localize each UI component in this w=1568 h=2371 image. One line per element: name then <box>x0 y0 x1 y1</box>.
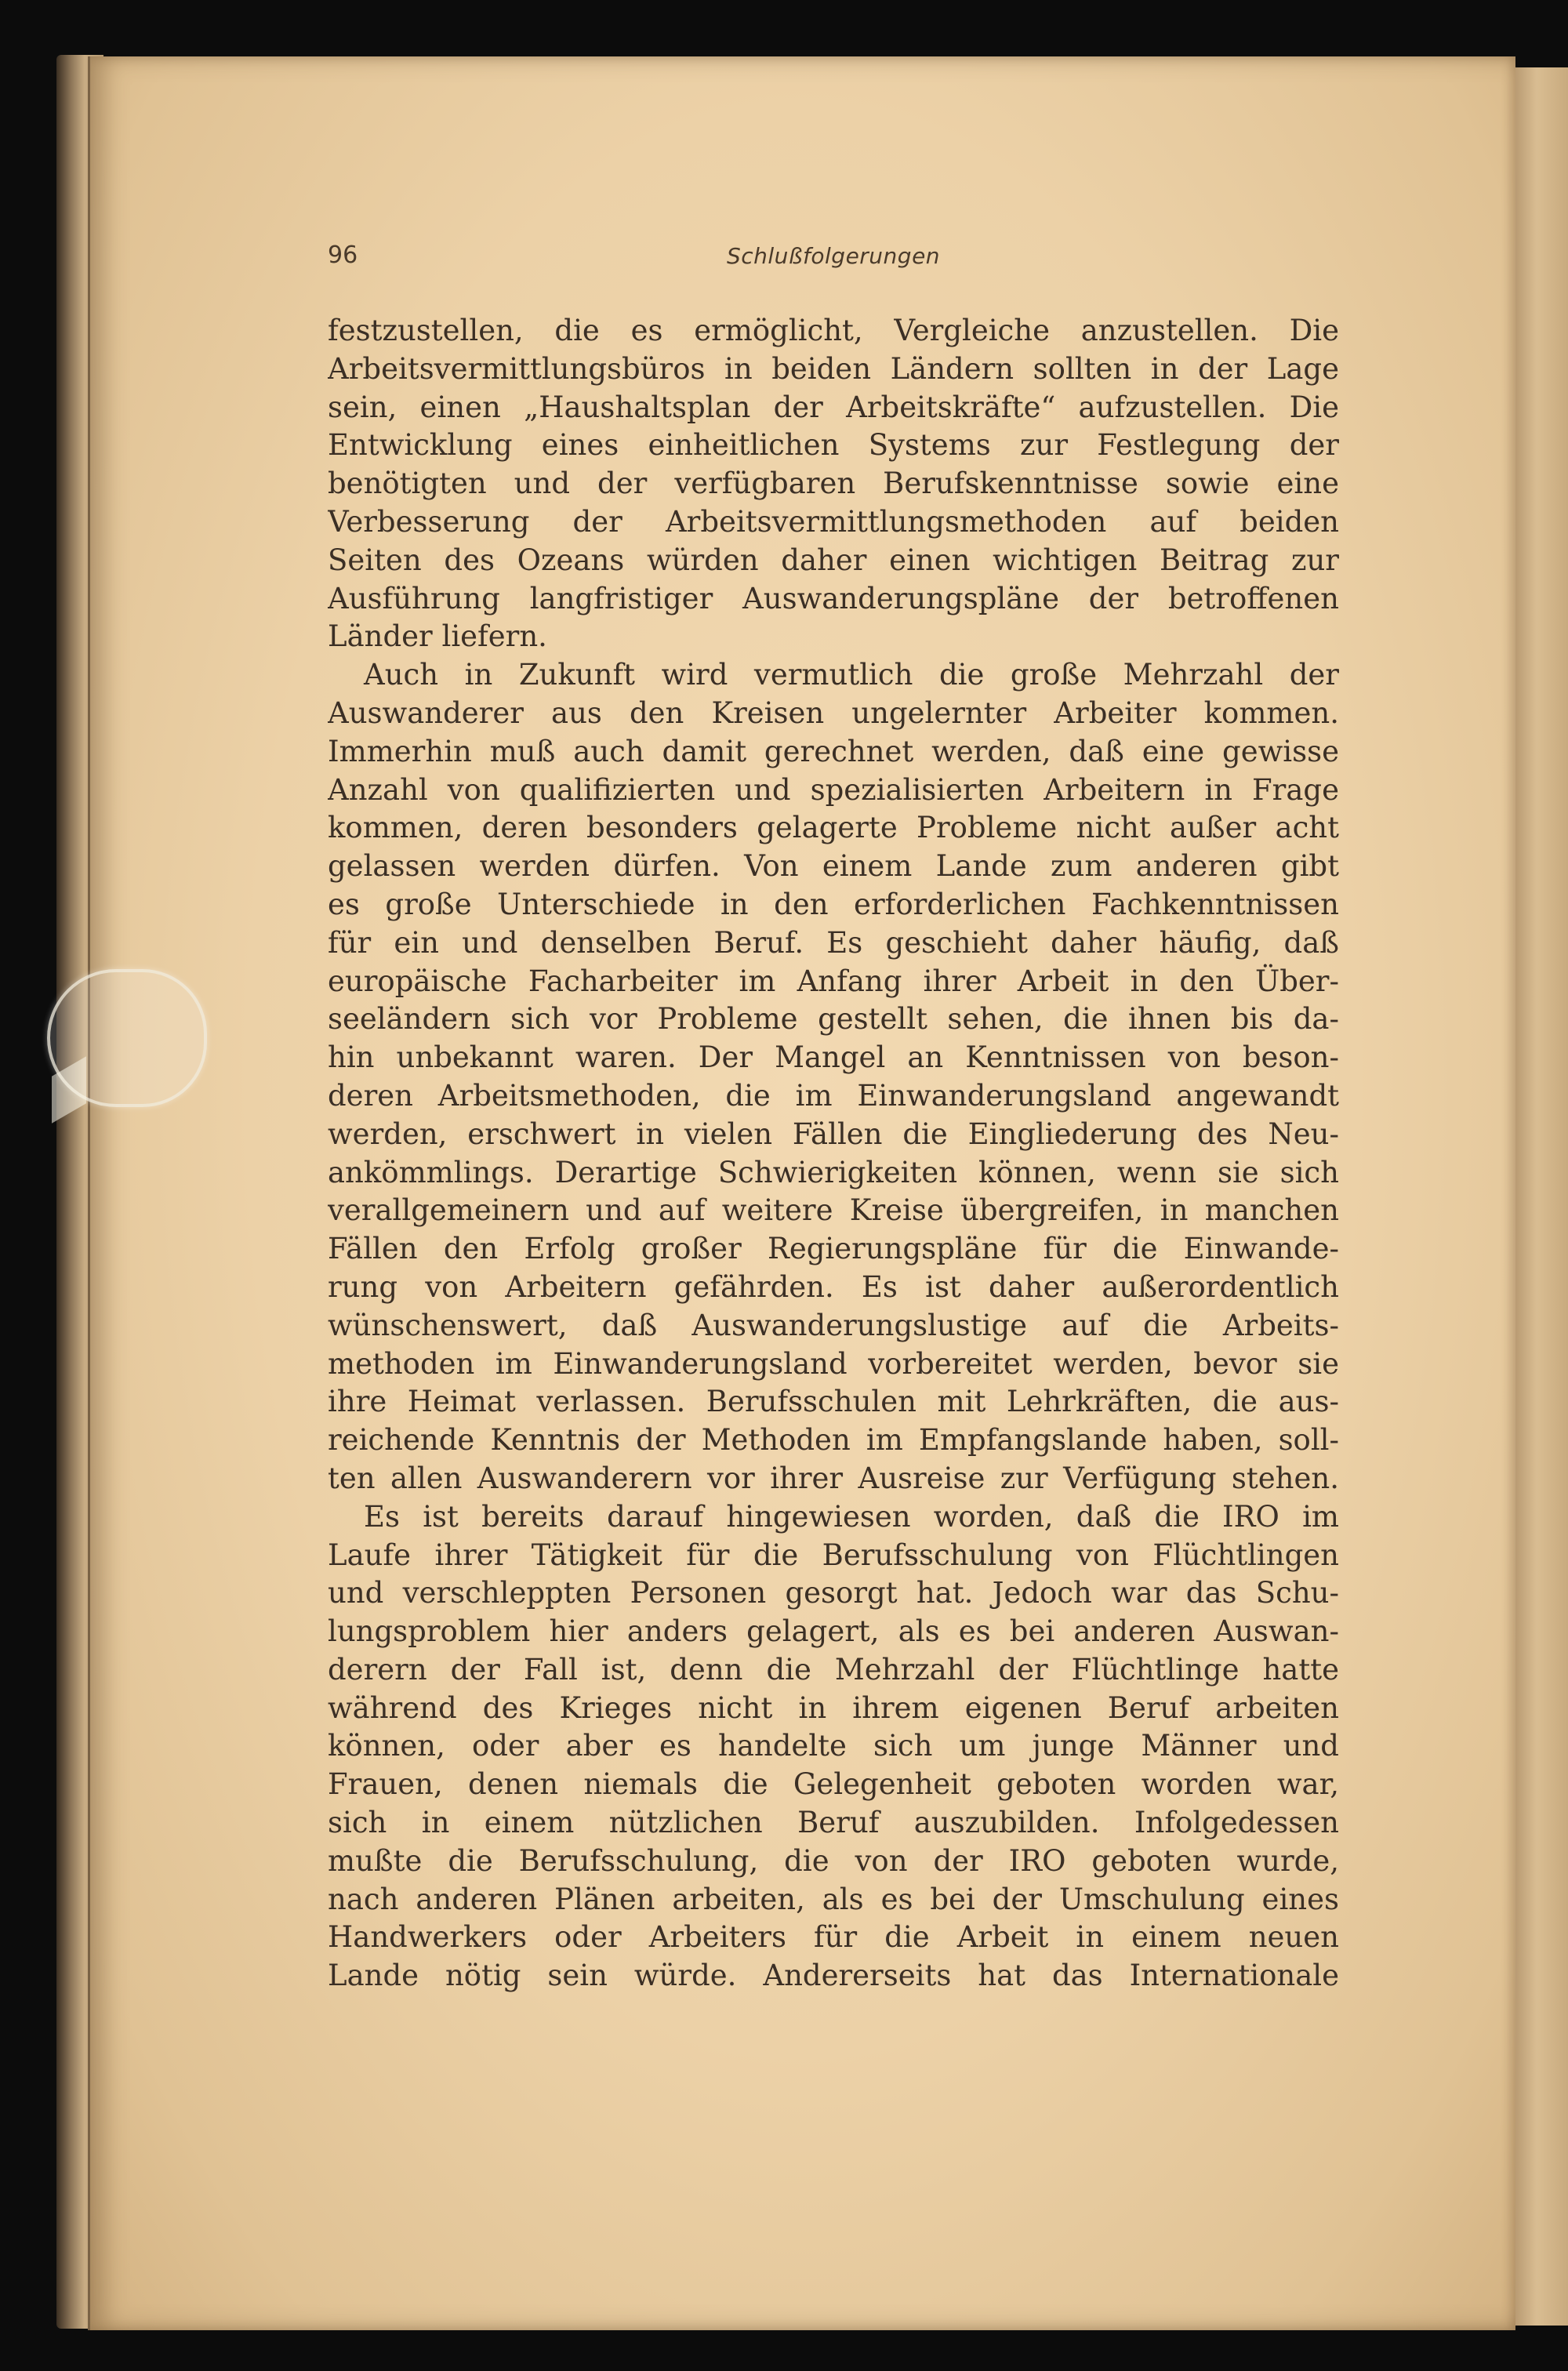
text-line: Seiten des Ozeans würden daher einen wichtigen Beitrag zur <box>328 543 1339 577</box>
text-line: Ausführung langfristiger Auswanderungspläne der betroffenen <box>328 581 1339 615</box>
text-line: benötigten und der verfügbaren Berufskenntnisse sowie eine <box>328 467 1339 501</box>
text-line: lungsproblem hier anders gelagert, als es bei anderen Auswan- <box>328 1614 1339 1649</box>
page-number: 96 <box>328 241 358 269</box>
text-line: Auch in Zukunft wird vermutlich die große Mehrzahl der <box>364 658 1339 692</box>
text-line: verallgemeinern und auf weitere Kreise übergreifen, in manchen <box>328 1193 1339 1228</box>
text-line: Arbeitsvermittlungsbüros in beiden Ländern sollten in der Lage <box>328 351 1339 386</box>
text-line: ankömmlings. Derartige Schwierigkeiten können, wenn sie sich <box>328 1155 1339 1189</box>
text-line: es große Unterschiede in den erforderlichen Fachkenntnissen <box>328 887 1339 921</box>
paragraph-3 <box>328 1498 1339 1995</box>
text-line: können, oder aber es handelte sich um junge Männer und <box>328 1729 1339 1763</box>
paragraph-2 <box>328 656 1339 1498</box>
text-line: Anzahl von qualifizierten und spezialisierten Arbeitern in Frage <box>328 772 1339 807</box>
text-line: rung von Arbeitern gefährden. Es ist daher außerordentlich <box>328 1269 1339 1304</box>
text-line: Handwerkers oder Arbeiters für die Arbeit in einem neuen <box>328 1920 1339 1955</box>
text-line: Frauen, denen niemals die Gelegenheit geboten worden war, <box>328 1767 1339 1802</box>
text-line: gelassen werden dürfen. Von einem Lande zum anderen gibt <box>328 849 1339 884</box>
running-title: Schlußfolgerungen <box>726 243 941 269</box>
text-line: während des Krieges nicht in ihrem eigenen Beruf arbeiten <box>328 1690 1339 1725</box>
page-header <box>328 241 1339 276</box>
next-page-sliver <box>1513 67 1568 2326</box>
text-line: Fällen den Erfolg großer Regierungspläne für die Einwande- <box>328 1232 1339 1266</box>
text-line: Auswanderer aus den Kreisen ungelernter Arbeiter kommen. <box>328 695 1339 730</box>
text-line: sich in einem nützlichen Beruf auszubilden. Infolgedessen <box>328 1806 1339 1840</box>
text-line: europäische Facharbeiter im Anfang ihrer Arbeit in den Über- <box>328 964 1339 998</box>
text-line: seeländern sich vor Probleme gestellt sehen, die ihnen bis da- <box>328 1002 1339 1037</box>
text-line: werden, erschwert in vielen Fällen die Eingliederung des Neu- <box>328 1117 1339 1151</box>
text-line: Lande nötig sein würde. Andererseits hat das Internationale <box>328 1959 1339 1993</box>
text-line: kommen, deren besonders gelagerte Probleme nicht außer acht <box>328 811 1339 845</box>
text-line: Immerhin muß auch damit gerechnet werden, daß eine gewisse <box>328 734 1339 768</box>
text-line: ihre Heimat verlassen. Berufsschulen mit Lehrkräften, die aus- <box>328 1385 1339 1419</box>
text-line: Länder liefern. <box>328 619 547 654</box>
text-line: sein, einen „Haushaltsplan der Arbeitskräfte“ aufzustellen. Die <box>328 390 1339 424</box>
text-line: wünschenswert, daß Auswanderungslustige auf die Arbeits- <box>328 1308 1339 1342</box>
text-line: nach anderen Plänen arbeiten, als es bei der Umschulung eines <box>328 1882 1339 1916</box>
text-line: Entwicklung eines einheitlichen Systems zur Festlegung der <box>328 428 1339 463</box>
text-line: mußte die Berufsschulung, die von der IRO geboten wurde, <box>328 1843 1339 1878</box>
text-line: derern der Fall ist, denn die Mehrzahl der Flüchtlinge hatte <box>328 1652 1339 1687</box>
paragraph-1 <box>328 312 1339 656</box>
text-line: festzustellen, die es ermöglicht, Vergleiche anzustellen. Die <box>328 314 1339 347</box>
text-line: ten allen Auswanderern vor ihrer Ausreise zur Verfügung stehen. <box>328 1461 1339 1495</box>
text-line: und verschleppten Personen gesorgt hat. Jedoch war das Schu- <box>328 1576 1339 1610</box>
text-line: für ein und denselben Beruf. Es geschieht daher häufig, daß <box>328 925 1339 960</box>
text-line: reichende Kenntnis der Methoden im Empfangslande haben, soll- <box>328 1423 1339 1458</box>
text-line: deren Arbeitsmethoden, die im Einwanderungsland angewandt <box>328 1078 1339 1113</box>
text-line: methoden im Einwanderungsland vorbereitet werden, bevor sie <box>328 1346 1339 1381</box>
body-text <box>328 312 1339 1995</box>
text-line: Verbesserung der Arbeitsvermittlungsmethoden auf beiden <box>328 504 1339 539</box>
text-line: hin unbekannt waren. Der Mangel an Kenntnissen von beson- <box>328 1040 1339 1075</box>
text-line: Es ist bereits darauf hingewiesen worden, daß die IRO im <box>364 1499 1339 1534</box>
text-line: Laufe ihrer Tätigkeit für die Berufsschulung von Flüchtlingen <box>328 1538 1339 1572</box>
